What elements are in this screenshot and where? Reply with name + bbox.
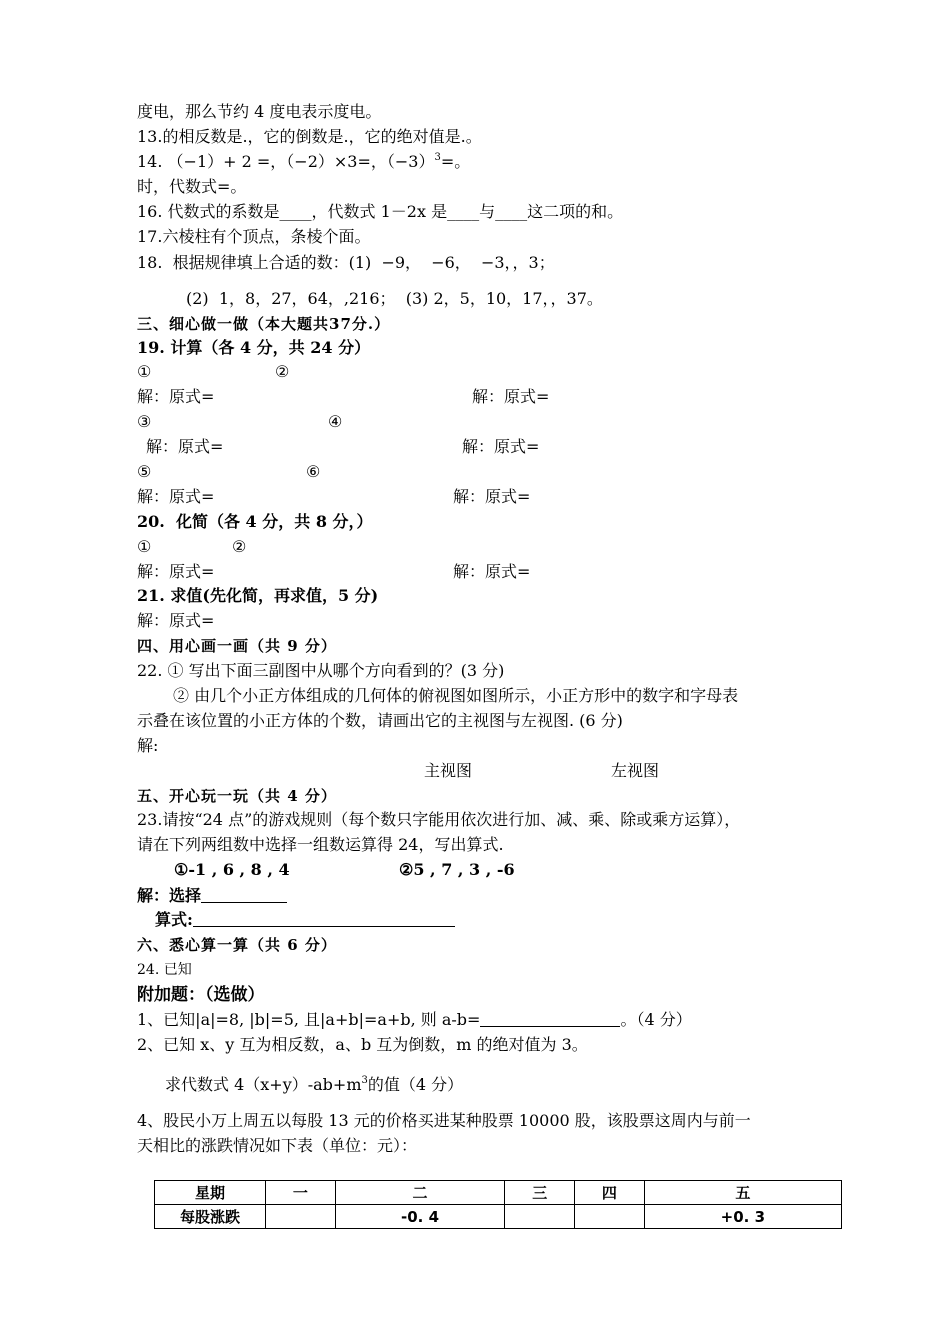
question-18-part2: (2) 1，8，27，64，,216； (3) 2，5，10，17，，37。 bbox=[186, 289, 603, 308]
stock-change-table bbox=[154, 1180, 842, 1229]
item-2: ② bbox=[275, 362, 290, 381]
item-3: ③ bbox=[137, 412, 152, 431]
choice-line bbox=[137, 886, 287, 906]
table-cell bbox=[575, 1205, 645, 1229]
table-row bbox=[155, 1205, 842, 1229]
line-electricity: 度电，那么节约 4 度电表示度电。 bbox=[137, 102, 382, 121]
question-23-cont: 请在下列两组数中选择一组数运算得 24，写出算式. bbox=[137, 835, 504, 854]
item-5: ⑤ bbox=[137, 462, 152, 481]
question-22-part1: 22. ① 写出下面三副图中从哪个方向看到的？(3 分) bbox=[137, 661, 505, 680]
front-view-label: 主视图 bbox=[424, 761, 473, 780]
question-14-text: 14. （−1）+ 2 =，（−2）×3=，（−3） bbox=[137, 152, 435, 171]
bonus-1-end: 。（4 分） bbox=[620, 1010, 692, 1029]
expression-line bbox=[155, 910, 455, 930]
number-group-2: ②5 , 7 , 3 , -6 bbox=[399, 860, 515, 879]
item-6: ⑥ bbox=[306, 462, 321, 481]
question-24: 24. 已知 bbox=[137, 962, 192, 978]
question-18: 18. 根据规律填上合适的数：(1) −9， −6， −3，，3； bbox=[137, 253, 555, 272]
question-23: 23.请按“24 点”的游戏规则（每个数只字能用依次进行加、减、乘、除或乘方运算）， bbox=[137, 810, 741, 829]
item-1: ① bbox=[137, 362, 152, 381]
bonus-4: 4、股民小万上周五以每股 13 元的价格买进某种股票 10000 股，该股票这周内与前一 bbox=[137, 1111, 751, 1130]
bonus-4-cont: 天相比的涨跌情况如下表（单位：元）： bbox=[137, 1136, 418, 1155]
question-15: 时，代数式=。 bbox=[137, 177, 247, 196]
section-5-heading: 五、开心玩一玩（共 4 分） bbox=[137, 787, 337, 805]
header-cell: 五 bbox=[644, 1181, 841, 1205]
solution-22: 解: bbox=[137, 736, 159, 755]
left-view-label: 左视图 bbox=[611, 761, 660, 780]
question-21: 21. 求值(先化简，再求值，5 分) bbox=[137, 586, 379, 605]
table-cell: +0. 3 bbox=[644, 1205, 841, 1229]
bonus-1-blank bbox=[480, 1010, 620, 1027]
solution-20-2: 解：原式= bbox=[453, 562, 531, 581]
question-22-part2-cont: 示叠在该位置的小正方体的个数，请画出它的主视图与左视图. (6 分) bbox=[137, 711, 623, 730]
section-3-heading: 三、细心做一做（本大题共37分.） bbox=[137, 315, 391, 333]
bonus-heading: 附加题：（选做） bbox=[137, 985, 265, 1005]
table-header-row bbox=[155, 1181, 842, 1205]
solution-3: 解：原式= bbox=[146, 437, 224, 456]
question-14-exponent: 3 bbox=[434, 152, 441, 163]
expression-label: 算式: bbox=[155, 910, 193, 929]
solution-2: 解：原式= bbox=[472, 387, 550, 406]
expression-blank bbox=[193, 910, 455, 927]
bonus-2-expression bbox=[165, 1075, 463, 1095]
bonus-1-text: 1、已知|a|=8, |b|=5, 且|a+b|=a+b, 则 a-b= bbox=[137, 1010, 481, 1029]
header-cell: 星期 bbox=[155, 1181, 266, 1205]
solution-4: 解：原式= bbox=[462, 437, 540, 456]
header-cell: 二 bbox=[335, 1181, 505, 1205]
section-4-heading: 四、用心画一画（共 9 分） bbox=[137, 637, 337, 655]
item-4: ④ bbox=[328, 412, 343, 431]
question-13: 13.的相反数是.，它的倒数是.，它的绝对值是.。 bbox=[137, 127, 482, 146]
item-20-1: ① bbox=[137, 537, 152, 556]
solution-5: 解：原式= bbox=[137, 487, 215, 506]
header-cell: 一 bbox=[266, 1181, 336, 1205]
choice-label: 解：选择 bbox=[137, 886, 202, 905]
bonus-1 bbox=[137, 1010, 692, 1030]
solution-1: 解：原式= bbox=[137, 387, 215, 406]
bonus-2-exponent: 3 bbox=[361, 1075, 368, 1086]
question-17: 17.六棱柱有个顶点，条棱个面。 bbox=[137, 227, 371, 246]
question-22-part2: ② 由几个小正方体组成的几何体的俯视图如图所示，小正方形中的数字和字母表 bbox=[173, 686, 739, 705]
bonus-2-expr-end: 的值（4 分） bbox=[367, 1075, 464, 1094]
bonus-2: 2、已知 x、y 互为相反数，a、b 互为倒数，m 的绝对值为 3。 bbox=[137, 1035, 588, 1054]
table-cell bbox=[266, 1205, 336, 1229]
section-6-heading: 六、悉心算一算（共 6 分） bbox=[137, 936, 337, 954]
question-14-end: =。 bbox=[440, 152, 471, 171]
table-cell: 每股涨跌 bbox=[155, 1205, 266, 1229]
solution-21: 解：原式= bbox=[137, 611, 215, 630]
header-cell: 三 bbox=[505, 1181, 575, 1205]
table-cell: -0. 4 bbox=[335, 1205, 505, 1229]
item-20-2: ② bbox=[232, 537, 247, 556]
table-cell bbox=[505, 1205, 575, 1229]
question-19: 19. 计算（各 4 分，共 24 分） bbox=[137, 338, 371, 357]
bonus-2-expr-text: 求代数式 4（x+y）-ab+m bbox=[165, 1075, 362, 1094]
number-group-1: ①-1 , 6 , 8 , 4 bbox=[174, 860, 290, 879]
question-20: 20. 化简（各 4 分，共 8 分，） bbox=[137, 512, 373, 531]
question-14 bbox=[137, 152, 470, 172]
question-16: 16. 代数式的系数是____，代数式 1－2x 是____与____这二项的和。 bbox=[137, 202, 624, 221]
header-cell: 四 bbox=[575, 1181, 645, 1205]
solution-6: 解：原式= bbox=[453, 487, 531, 506]
solution-20-1: 解：原式= bbox=[137, 562, 215, 581]
choice-blank bbox=[201, 886, 287, 903]
